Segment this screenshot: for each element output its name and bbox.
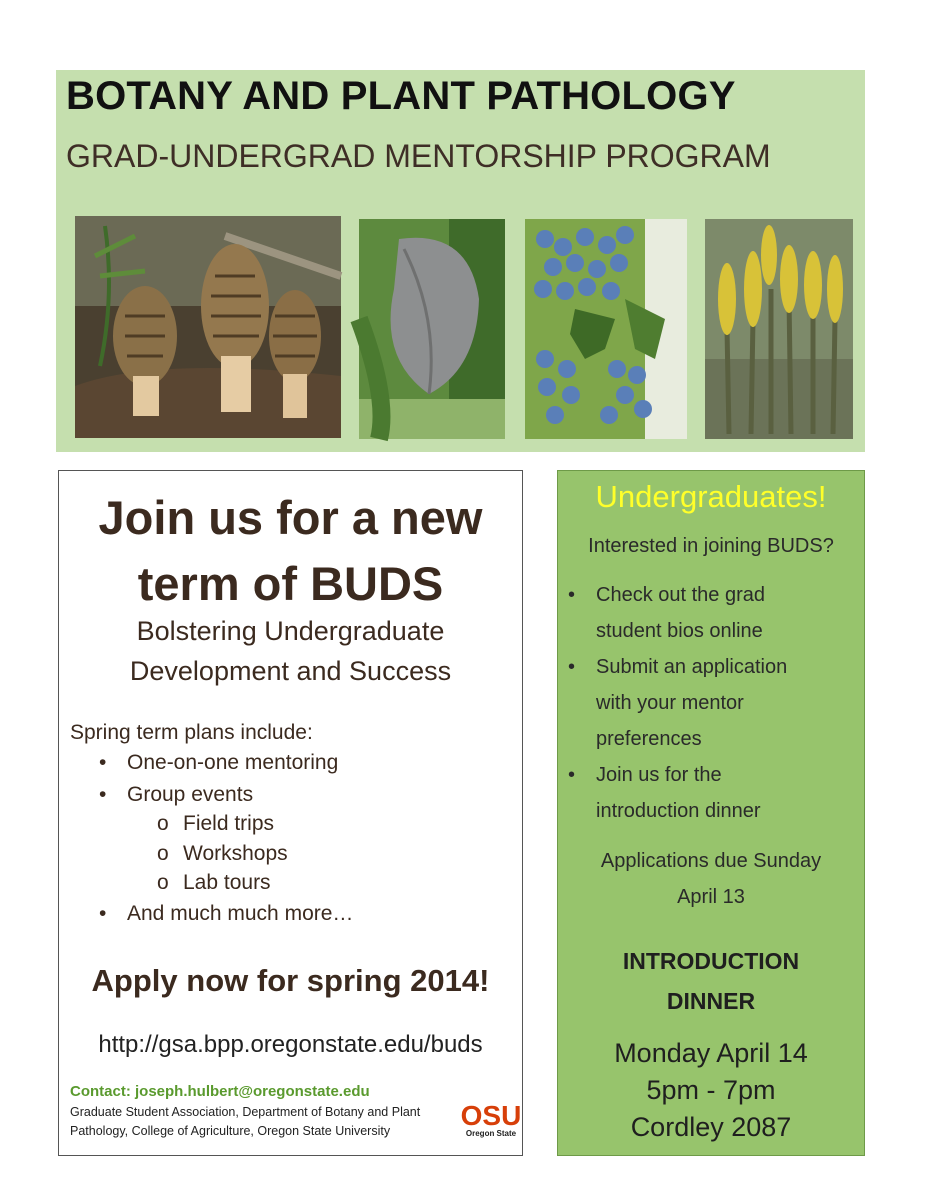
undergraduates-heading: Undergraduates! — [595, 479, 827, 514]
deadline-line-2: April 13 — [677, 886, 745, 908]
osu-logo-text: OSU — [460, 1100, 522, 1131]
step-apply-line-3: preferences — [596, 728, 702, 750]
list-item: o Lab tours — [157, 871, 271, 894]
osu-logo-subtext: Oregon State — [465, 1129, 517, 1138]
list-item: • Check out the grad — [568, 584, 765, 606]
yellow-paintbrush-flowers-photo — [705, 219, 853, 439]
main-heading-line-2: term of BUDS — [137, 557, 444, 610]
organization-credit: Graduate Student Association, Department of Botany and Plant Pathology, College of Agriculture, Oregon State University — [70, 1105, 421, 1138]
list-item: o Workshops — [157, 842, 288, 865]
step-dinner-line-2: introduction dinner — [596, 800, 761, 822]
apply-heading: Apply now for spring 2014! — [91, 963, 490, 998]
contact-email[interactable]: Contact: joseph.hulbert@oregonstate.edu — [70, 1083, 370, 1100]
plan-one-on-one: One-on-one mentoring — [127, 751, 339, 774]
step-bios-line-2: student bios online — [596, 620, 763, 642]
buds-url-link[interactable]: http://gsa.bpp.oregonstate.edu/buds — [98, 1031, 483, 1058]
dinner-heading-line-1: INTRODUCTION — [622, 948, 800, 974]
list-item — [596, 613, 763, 649]
step-apply-line-1: Submit an application — [596, 656, 788, 678]
plan-field-trips: Field trips — [183, 812, 275, 835]
osu-logo-icon — [460, 1089, 522, 1145]
morel-mushrooms-photo — [75, 216, 341, 438]
step-dinner-line-1: Join us for the — [596, 764, 722, 786]
undergraduates-panel — [557, 470, 865, 1156]
list-item: • One-on-one mentoring — [99, 751, 339, 774]
buds-info-panel — [58, 470, 523, 1156]
application-deadline — [558, 843, 864, 915]
plan-group-events: Group events — [127, 783, 254, 806]
blue-berries-photo — [525, 219, 687, 439]
main-heading — [59, 485, 522, 617]
acronym-line-1: Bolstering Undergraduate — [136, 616, 445, 646]
list-item: • And much much more… — [99, 902, 354, 925]
page-title: BOTANY AND PLANT PATHOLOGY — [66, 74, 736, 118]
dinner-location: Cordley 2087 — [630, 1112, 792, 1142]
list-item: • Join us for the — [568, 764, 722, 786]
list-item: o Field trips — [157, 812, 275, 835]
plan-lab-tours: Lab tours — [183, 871, 271, 894]
plans-intro: Spring term plans include: — [70, 721, 313, 744]
diseased-leaf-photo — [359, 219, 505, 439]
step-bios-line-1: Check out the grad — [596, 584, 765, 606]
header-banner — [56, 70, 865, 452]
plan-workshops: Workshops — [183, 842, 288, 865]
page-subtitle: GRAD-UNDERGRAD MENTORSHIP PROGRAM — [66, 138, 771, 174]
dinner-heading-line-2: DINNER — [666, 988, 756, 1014]
dinner-time: 5pm - 7pm — [646, 1075, 776, 1105]
dinner-date: Monday April 14 — [614, 1038, 808, 1068]
dinner-heading — [558, 941, 864, 1021]
plan-more: And much much more… — [127, 902, 354, 925]
main-heading-line-1: Join us for a new — [98, 491, 483, 544]
buds-acronym — [59, 611, 522, 691]
list-item — [596, 721, 702, 757]
list-item — [596, 793, 761, 829]
list-item: • Group events — [99, 783, 254, 806]
list-item — [596, 685, 744, 721]
acronym-line-2: Development and Success — [129, 656, 452, 686]
undergraduates-question: Interested in joining BUDS? — [588, 535, 834, 557]
deadline-line-1: Applications due Sunday — [600, 850, 822, 872]
dinner-details — [558, 1035, 864, 1146]
list-item: • Submit an application — [568, 656, 788, 678]
step-apply-line-2: with your mentor — [596, 692, 744, 714]
